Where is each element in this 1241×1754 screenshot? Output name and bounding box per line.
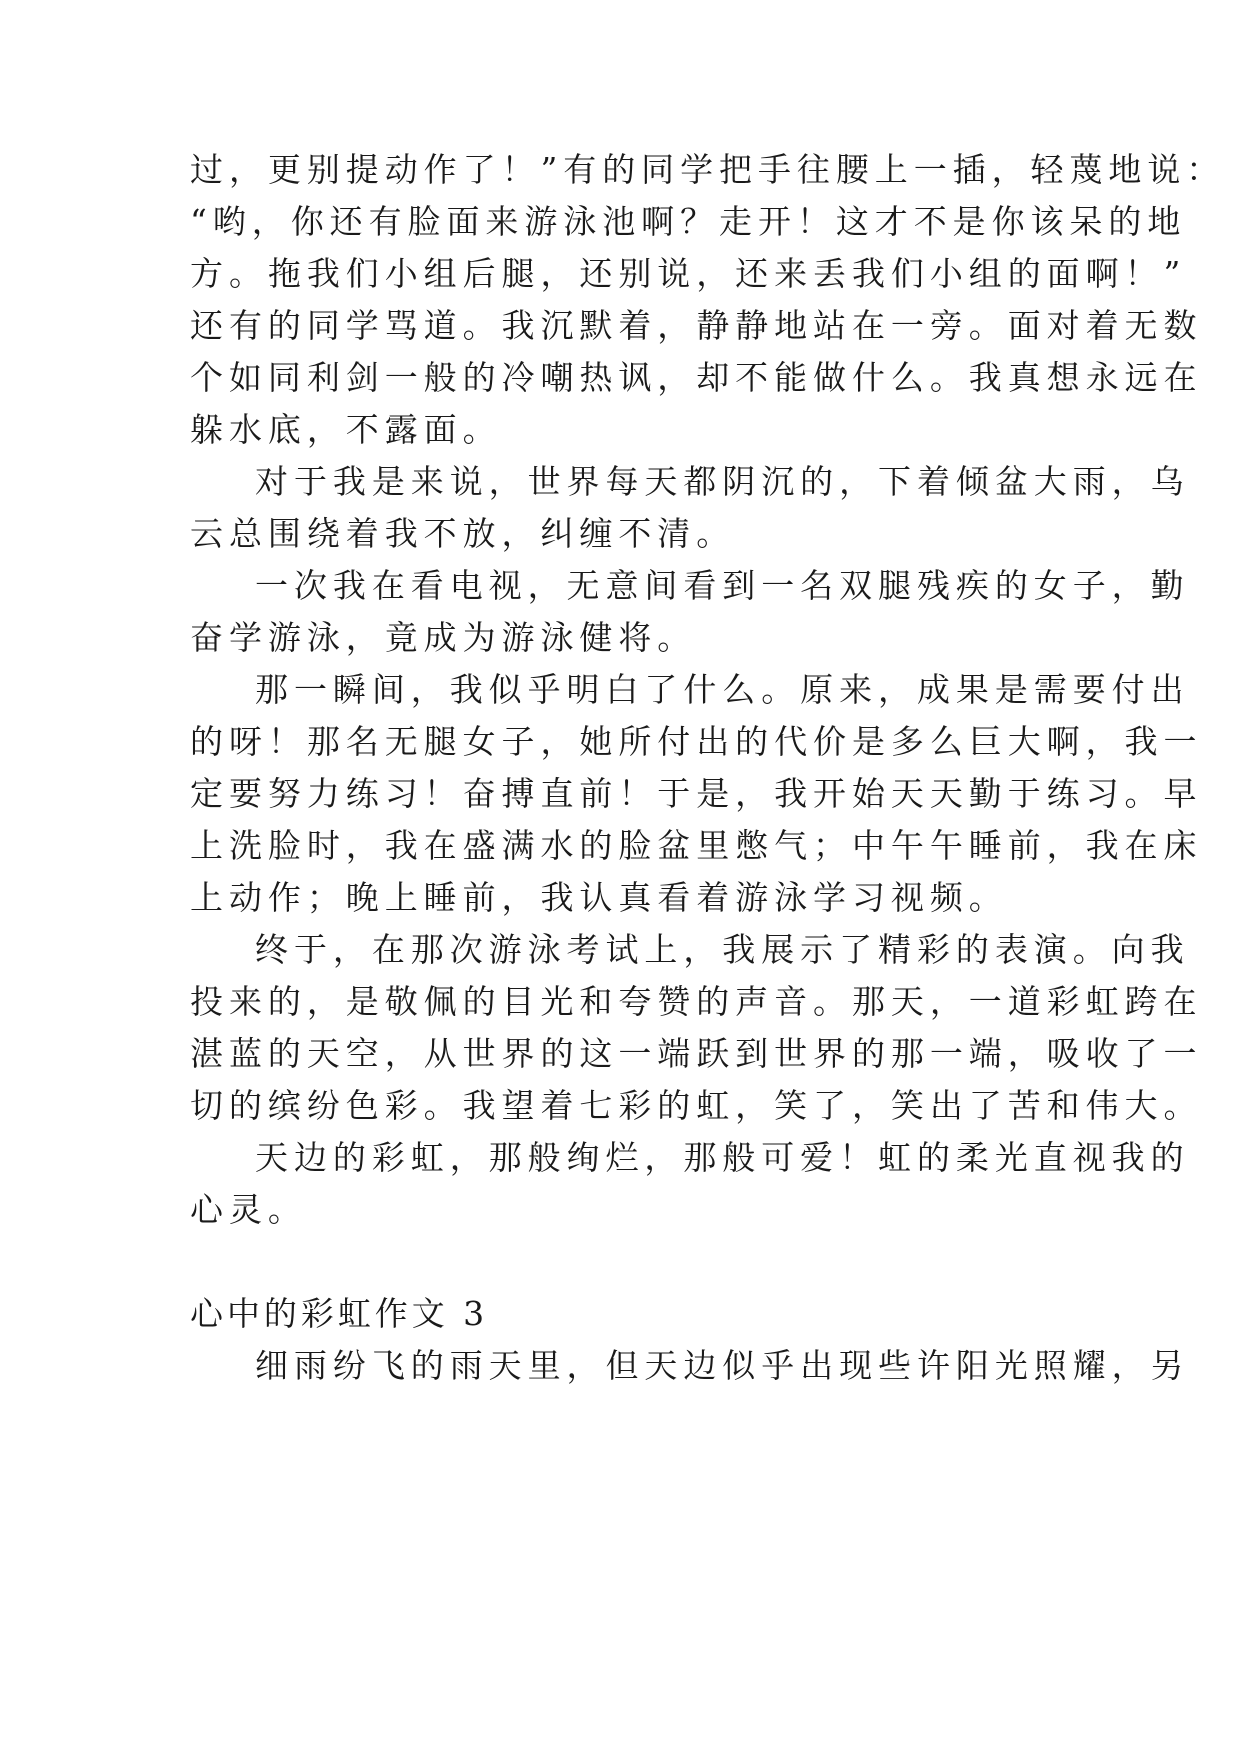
body-line: 方。拖我们小组后腿，还别说，还来丢我们小组的面啊！” — [190, 254, 1187, 293]
body-line: 奋学游泳，竟成为游泳健将。 — [190, 618, 697, 657]
paragraph-first-line: 那一瞬间，我似乎明白了什么。原来，成果是需要付出 — [255, 670, 1190, 709]
paragraph-first-line: 一次我在看电视，无意间看到一名双腿残疾的女子，勤 — [255, 566, 1190, 605]
body-line: 投来的，是敬佩的目光和夸赞的声音。那天，一道彩虹跨在 — [190, 982, 1203, 1021]
section-heading: 心中的彩虹作文 3 — [190, 1294, 489, 1333]
body-line: 云总围绕着我不放，纠缠不清。 — [190, 514, 736, 553]
body-line: 上洗脸时，我在盛满水的脸盆里憋气；中午午睡前，我在床 — [190, 826, 1203, 865]
paragraph-first-line: 终于，在那次游泳考试上，我展示了精彩的表演。向我 — [255, 930, 1190, 969]
body-line: 个如同利剑一般的冷嘲热讽，却不能做什么。我真想永远在 — [190, 358, 1203, 397]
body-line: 还有的同学骂道。我沉默着，静静地站在一旁。面对着无数 — [190, 306, 1203, 345]
body-line: 定要努力练习！奋搏直前！于是，我开始天天勤于练习。早 — [190, 774, 1203, 813]
body-line: 过，更别提动作了！”有的同学把手往腰上一插，轻蔑地说： — [190, 150, 1226, 189]
body-line: 湛蓝的天空，从世界的这一端跃到世界的那一端，吸收了一 — [190, 1034, 1203, 1073]
paragraph-first-line: 对于我是来说，世界每天都阴沉的，下着倾盆大雨，乌 — [255, 462, 1190, 501]
paragraph-first-line: 细雨纷飞的雨天里，但天边似乎出现些许阳光照耀，另 — [255, 1346, 1190, 1385]
body-line: 的呀！那名无腿女子，她所付出的代价是多么巨大啊，我一 — [190, 722, 1203, 761]
body-line: 心灵。 — [190, 1190, 307, 1229]
paragraph-first-line: 天边的彩虹，那般绚烂，那般可爱！虹的柔光直视我的 — [255, 1138, 1190, 1177]
body-line: 躲水底，不露面。 — [190, 410, 502, 449]
body-line: 上动作；晚上睡前，我认真看着游泳学习视频。 — [190, 878, 1008, 917]
body-line: 切的缤纷色彩。我望着七彩的虹，笑了，笑出了苦和伟大。 — [190, 1086, 1203, 1125]
body-line: “哟，你还有脸面来游泳池啊？走开！这才不是你该呆的地 — [190, 202, 1187, 241]
